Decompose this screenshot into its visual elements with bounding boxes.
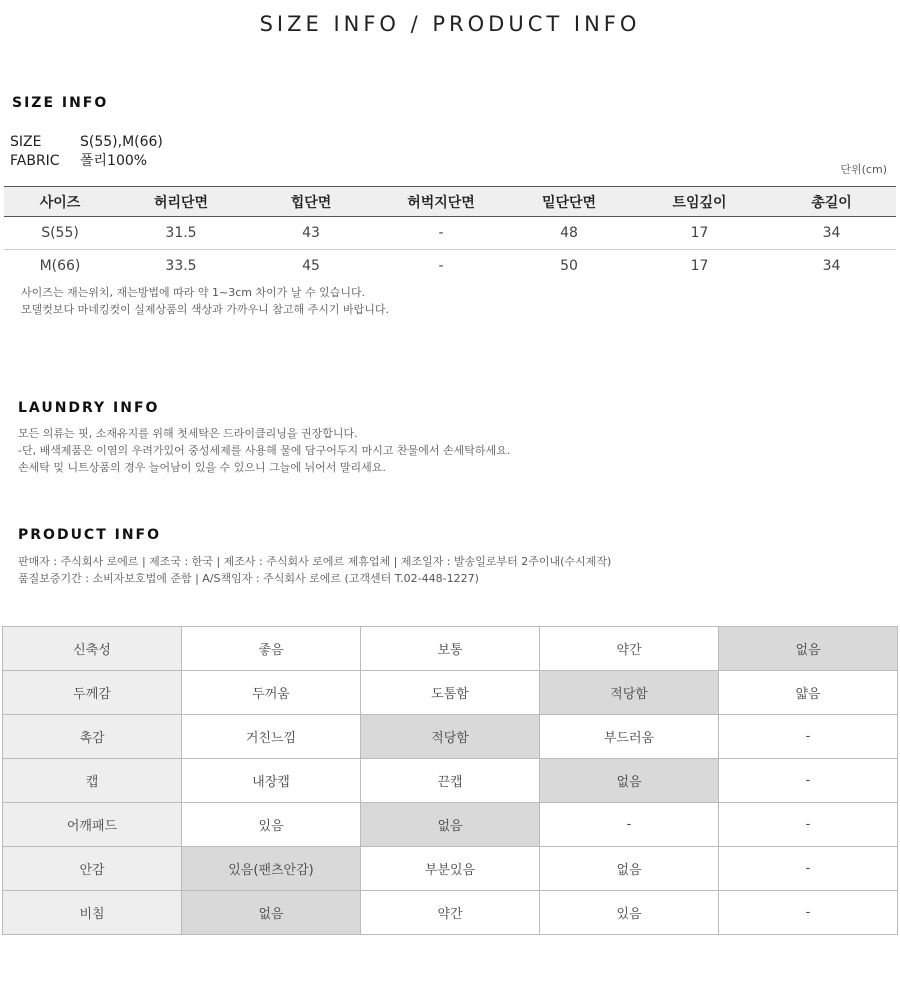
laundry-info-heading: LAUNDRY INFO bbox=[18, 400, 160, 416]
property-option: 부분있음 bbox=[361, 847, 540, 891]
property-option: - bbox=[719, 759, 898, 803]
property-label: 촉감 bbox=[3, 715, 182, 759]
laundry-notes bbox=[18, 425, 510, 476]
table-row bbox=[4, 250, 896, 283]
size-info-heading: SIZE INFO bbox=[12, 95, 109, 111]
table-cell: 43 bbox=[246, 217, 376, 250]
product-info-heading: PRODUCT INFO bbox=[18, 527, 162, 543]
property-label: 캡 bbox=[3, 759, 182, 803]
product-line: 품질보증기간 : 소비자보호법에 준함 | A/S책임자 : 주식회사 로에르 (고객센터 T.02-448-1227) bbox=[18, 572, 479, 585]
property-option-selected: 적당함 bbox=[540, 671, 719, 715]
property-row bbox=[3, 627, 898, 671]
column-header: 총길이 bbox=[767, 187, 896, 217]
property-option: - bbox=[719, 803, 898, 847]
product-line: 판매자 : 주식회사 로에르 | 제조국 : 한국 | 제조사 : 주식회사 로에르 제휴업체 | 제조일자 : 발송일로부터 2주이내(수시제작) bbox=[18, 555, 612, 568]
column-header: 허리단면 bbox=[116, 187, 246, 217]
page-title: SIZE INFO / PRODUCT INFO bbox=[259, 12, 641, 36]
product-notes bbox=[18, 553, 611, 587]
table-row bbox=[4, 217, 896, 250]
property-label: 두께감 bbox=[3, 671, 182, 715]
table-cell: - bbox=[438, 258, 444, 275]
property-option: 내장캡 bbox=[182, 759, 361, 803]
property-label: 어깨패드 bbox=[3, 803, 182, 847]
table-cell: 34 bbox=[822, 258, 841, 275]
property-option: 두꺼움 bbox=[182, 671, 361, 715]
property-option: 없음 bbox=[540, 847, 719, 891]
table-cell: 45 bbox=[302, 258, 320, 275]
property-option: 부드러움 bbox=[540, 715, 719, 759]
property-label: 비침 bbox=[3, 891, 182, 935]
property-option: 있음 bbox=[540, 891, 719, 935]
table-cell: 50 bbox=[560, 258, 578, 275]
property-option: 끈캡 bbox=[361, 759, 540, 803]
table-cell: 17 bbox=[690, 258, 709, 275]
property-row bbox=[3, 715, 898, 759]
property-option: 있음 bbox=[182, 803, 361, 847]
size-value: S(55),M(66) bbox=[80, 134, 163, 150]
property-option: 얇음 bbox=[719, 671, 898, 715]
size-spec bbox=[10, 134, 163, 150]
laundry-line: -단, 배색제품은 이염의 우려가있어 중성세제를 사용해 물에 담구어두지 마시고 찬물에서 손세탁하세요. bbox=[18, 444, 511, 457]
property-row bbox=[3, 803, 898, 847]
property-option: 도톰함 bbox=[361, 671, 540, 715]
property-option: 약간 bbox=[361, 891, 540, 935]
column-header: 허벅지단면 bbox=[376, 187, 506, 217]
laundry-line: 모든 의류는 핏, 소재유지를 위해 첫세탁은 드라이클리닝을 권장합니다. bbox=[18, 427, 358, 440]
property-row bbox=[3, 891, 898, 935]
property-option: 좋음 bbox=[182, 627, 361, 671]
table-cell: - bbox=[376, 217, 506, 250]
property-label: 안감 bbox=[3, 847, 182, 891]
table-cell: 34 bbox=[767, 217, 896, 250]
fabric-spec bbox=[10, 150, 147, 170]
size-note-line: 모델컷보다 마네킹컷이 실제상품의 색상과 가까우니 참고해 주시기 바랍니다. bbox=[21, 303, 390, 316]
property-row bbox=[3, 759, 898, 803]
fabric-label: FABRIC bbox=[10, 153, 60, 169]
column-header: 트임깊이 bbox=[632, 187, 767, 217]
table-cell: 48 bbox=[506, 217, 632, 250]
property-option-selected: 없음 bbox=[719, 627, 898, 671]
property-row bbox=[3, 847, 898, 891]
unit-label: 단위(cm) bbox=[840, 163, 887, 176]
property-option: - bbox=[719, 715, 898, 759]
table-cell: M(66) bbox=[39, 258, 81, 275]
property-option-selected: 없음 bbox=[182, 891, 361, 935]
property-option-selected: 없음 bbox=[361, 803, 540, 847]
property-row bbox=[3, 671, 898, 715]
properties-table bbox=[2, 626, 898, 935]
property-option-selected: 적당함 bbox=[361, 715, 540, 759]
property-option: - bbox=[540, 803, 719, 847]
size-table-header bbox=[4, 187, 896, 217]
property-option: 약간 bbox=[540, 627, 719, 671]
property-label: 신축성 bbox=[3, 627, 182, 671]
property-option: 보통 bbox=[361, 627, 540, 671]
laundry-line: 손세탁 및 니트상품의 경우 늘어남이 있을 수 있으니 그늘에 뉘어서 말리세요. bbox=[18, 461, 386, 474]
table-cell: 33.5 bbox=[165, 258, 197, 275]
table-cell: S(55) bbox=[4, 217, 116, 250]
property-option-selected: 없음 bbox=[540, 759, 719, 803]
size-note-line: 사이즈는 재는위치, 재는방법에 따라 약 1~3cm 차이가 날 수 있습니다. bbox=[21, 286, 366, 299]
property-option: - bbox=[719, 847, 898, 891]
property-option: 거친느낌 bbox=[182, 715, 361, 759]
column-header: 힙단면 bbox=[246, 187, 376, 217]
size-table bbox=[4, 186, 896, 283]
size-label: SIZE bbox=[10, 134, 42, 150]
property-option: - bbox=[719, 891, 898, 935]
fabric-value: 폴리100% bbox=[80, 153, 148, 169]
column-header: 사이즈 bbox=[4, 187, 116, 217]
column-header: 밑단단면 bbox=[506, 187, 632, 217]
property-option-selected: 있음(팬츠안감) bbox=[182, 847, 361, 891]
table-cell: 17 bbox=[632, 217, 767, 250]
table-cell: 31.5 bbox=[116, 217, 246, 250]
size-notes bbox=[21, 284, 389, 318]
